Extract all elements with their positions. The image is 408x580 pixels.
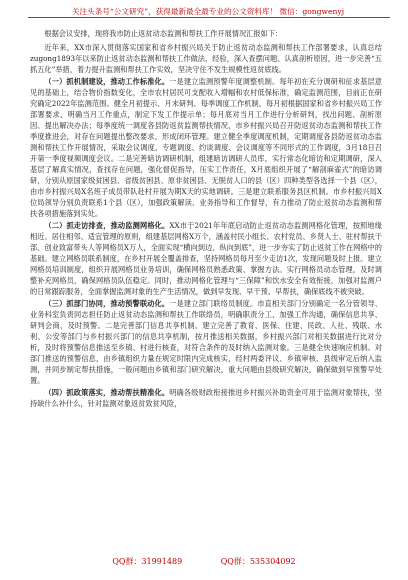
paragraph-text: 近年来，XX市深入贯彻落实国家和省乡村振兴局关于防止返贫动态监测和帮扶工作部署要求，认真总结zugong1893年以来防止返贫动态监测和帮扶工作做法、经验，深入查摆问题、认真剖析原因，进一步完善“五抓五化”举措，着力提升监测和帮扶工作实效，坚决守住不发生规模性返贫底线。 <box>30 43 382 74</box>
section-heading: （三）抓部门协同，推动预警联动化。 <box>44 299 170 308</box>
document-body <box>30 28 382 410</box>
paragraph-text: XX市于2021年年底启动防止返贫动态监测网格化管理，按照地缘相近、居住相邻、适宜管理的原则，组建基层网格X万个，涵盖村民小组长、农村党员、乡贤人士、驻村帮扶干部、创业致富带头人等网格员X万人，全面实现“横向到边、纵向到底”，进一步夯实了防止返贫工作在网格中的基础。建立网格员联系制度，在乡村开展全覆盖排查，坚持网格员每月至少走访1次，发现问题及时上报。建立网格员培训制度，组织开展网格员业务培训，确保网格员熟悉政策、掌握方法。实行网格员动态管理，及时调整补充网格员，确保网格员队伍稳定。同时，推动网格化管理与“三保障”和饮水安全有效衔接，加强对监测户的日常跟踪服务，全面掌握监测对象的生产生活情况，做到早发现、早干预、早帮扶，确保底线不被突破。 <box>30 221 382 296</box>
footer-qq-group-2: QQ群：535304092 <box>220 557 296 566</box>
footer-qq-group-1: QQ群：31991489 <box>112 557 183 566</box>
paragraph-text: 一是建立部门联络员制度。市直相关部门分别确定一名分管领导、业务科室负责同志担任防止返贫动态监测和帮扶工作联络员，明确职责分工，加强工作沟通，确保信息共享、研判会商、及时预警。二是完善部门信息共享机制。建立完善了教育、医保、住建、民政、人社、残联、水利、公安等部门与乡村振兴部门的信息共享机制，按月推送相关数据，乡村振兴部门对相关数据进行比对分析，及时将预警信息推送至乡镇、村进行核查，对符合条件的及时纳入监测对象。三是健全快速响应机制。对部门推送的预警信息，由乡镇组织力量在规定时限内完成核实，经村两委评议、乡镇审核、县级审定后纳入监测，并同步制定帮扶措施，一般问题由乡镇和部门研究解决，重大问题由县级研究解决，确保做到早预警早处置。 <box>30 299 383 385</box>
section-coordination-paragraph <box>30 298 382 386</box>
header-divider <box>28 17 390 18</box>
header-note: 关注头条号“公文研究”，获得最新最全最专业的公文资料库！ 微信：gongwenyj <box>71 7 345 16</box>
intro-paragraph <box>30 42 382 75</box>
section-policy-paragraph <box>30 387 382 409</box>
paragraph-text: 一是建立监测预警年度调整机制。每年初在充分调研和征求基层意见的基础上，结合物价指数变化，全市农村居民可支配收入增幅和农村低保标准，确定监测范围，目前正在研究确定2022年监测范围。健全月初提示、月末研判、每季调度工作机制，每月初根据国家和省乡村振兴局工作部署要求，明确当月工作重点，制定下发工作提示单；每月底对当月工作进行分析研判，找出问题、剖析原因、提出解决办法；每季度统一调度各县防返贫监测帮扶情况，市乡村振兴局召开防返贫动态监测和帮扶工作季度推进会，对存在问题提出整改要求，形成闭环管理。建立健全季度调度机制，定期调度各县防返贫动态监测和帮扶工作开展情况，采取会议调度、专题调度、约谈调度、会议调度等不同形式的工作调度，3月18日召开第一季度视频调度会议。二是完善暗访调研机制，组建暗访调研人员库，实行常态化暗访和定期调研，深入基层了解真实情况，查找存在问题，强化督促指导，压实工作责任，X月底组织开展了“解剖麻雀式”的暗访调研，分别从原国家级贫困县、省级贫困县、原非贫困县、无脱贫人口的县（区）四种类型各选择一个县（区），由市乡村振兴局X名班子成员带队赴村开展为期X天的实地调研。三是建立联系服务县区机制。市乡村振兴局X位局领导分别负责联系1个县（区），加强政策解读、业务指导和工作督导，有力推动了防止返贫动态监测和帮扶各项措施落到实处。 <box>30 77 383 218</box>
section-heading: （四）抓政策落实，推动帮扶精准化。 <box>44 388 170 397</box>
lead-paragraph: 根据会议安排，现将我市防止返贫动态监测和帮扶工作开展情况汇报如下： <box>44 29 283 38</box>
footer-contact <box>0 556 408 567</box>
section-grid-paragraph <box>30 220 382 297</box>
section-heading: （一）抓机制建设，推动工作标准化。 <box>44 77 170 86</box>
paragraph-text: 明确各级财政衔接推进乡村振兴补助资金可用于监测对象帮扶，坚持缺什么补什么，针对监测对象返贫致贫风险， <box>30 388 383 408</box>
section-heading: （二）抓走访排查，推动监测网格化。 <box>44 221 170 230</box>
section-mechanism-paragraph <box>30 76 382 219</box>
